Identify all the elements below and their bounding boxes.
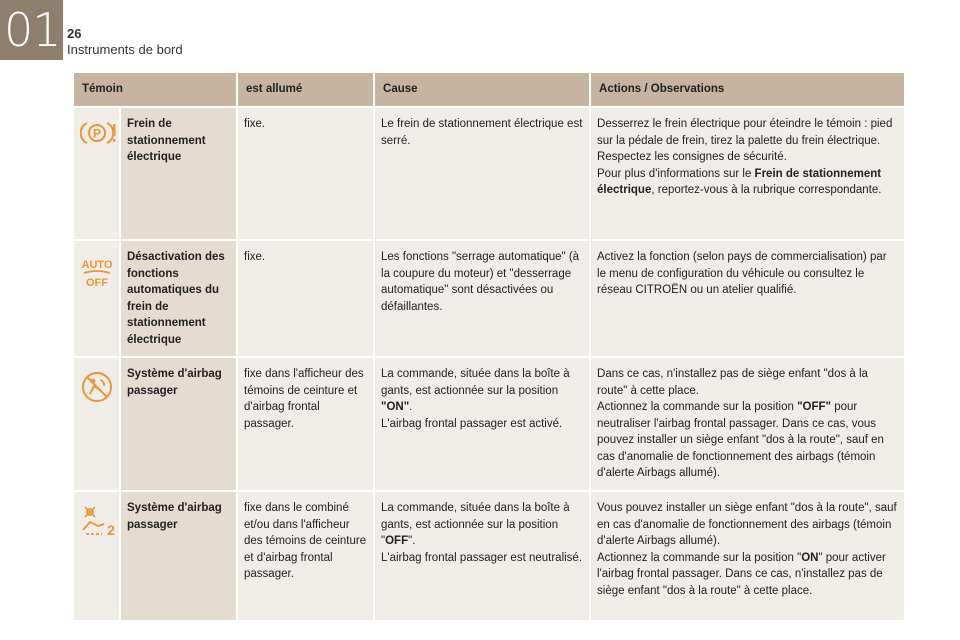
warning-name: Système d'airbag passager (121, 490, 238, 620)
warning-name: Désactivation des fonctions automatiques du frein de stationnement électrique (121, 239, 238, 356)
header-actions: Actions / Observations (591, 73, 904, 106)
svg-text:AUTO: AUTO (81, 259, 113, 271)
actions-text: Vous pouvez installer un siège enfant "dos à la route", sauf en cas d'anomalie de fonctionnement des airbags (témoin d'alerte Airbags allumé). Actionnez la commande sur la position "ON" pour activer l'airbag frontal passager. Dans ce cas, n'installez pas de siège enfant "dos à la route" à cette place. (591, 490, 904, 620)
table-header-row (74, 73, 904, 106)
svg-text:2: 2 (107, 522, 115, 538)
svg-text:P: P (92, 126, 102, 141)
page-number: 26 (67, 26, 82, 41)
warning-lights-table (74, 73, 904, 620)
auto-off-icon (80, 253, 114, 293)
svg-text:OFF: OFF (86, 277, 108, 289)
actions-text: Activez la fonction (selon pays de commercialisation) par le menu de configuration du véhicule ou consultez le réseau CITROËN ou un atelier qualifié. (591, 239, 904, 356)
passenger-airbag-off-icon (80, 370, 114, 404)
cause-text: La commande, située dans la boîte à gants, est actionnée sur la position "ON". L'airbag frontal passager est activé. (375, 356, 591, 490)
lit-state: fixe dans l'afficheur des témoins de ceinture et d'airbag frontal passager. (238, 356, 375, 490)
page-title: Instruments de bord (67, 42, 183, 57)
cause-text: Les fonctions "serrage automatique" (à la coupure du moteur) et "desserrage automatique" sont désactivées ou défaillantes. (375, 239, 591, 356)
warning-name: Système d'airbag passager (121, 356, 238, 490)
passenger-airbag-deactivated-icon (80, 504, 120, 538)
header-cause: Cause (375, 73, 591, 106)
actions-text: Desserrez le frein électrique pour éteindre le témoin : pied sur la pédale de frein, tirez la palette du frein électrique. Respectez les consignes de sécurité. Pour plus d'informations sur le Frein de stationnement électrique, reportez-vous à la rubrique correspondante. (591, 106, 904, 239)
warning-name: Frein de stationnement électrique (121, 106, 238, 239)
table-row (74, 106, 904, 239)
table-row (74, 356, 904, 490)
chapter-tab (0, 0, 63, 60)
icon-cell (74, 490, 121, 620)
icon-cell (74, 106, 121, 239)
header-temoin: Témoin (74, 73, 238, 106)
actions-text: Dans ce cas, n'installez pas de siège enfant "dos à la route" à cette place. Actionnez la commande sur la position "OFF" pour neutraliser l'airbag frontal passager. Dans ce cas, vous pouvez installer un siège enfant "dos à la route", sauf en cas d'anomalie de fonctionnement des airbags (témoin d'alerte Airbags allumé). (591, 356, 904, 490)
cause-text: La commande, située dans la boîte à gants, est actionnée sur la position "OFF". L'airbag frontal passager est neutralisé. (375, 490, 591, 620)
header-est-allume: est allumé (238, 73, 375, 106)
chapter-number: 01 (4, 3, 61, 57)
icon-cell (74, 239, 121, 356)
lit-state: fixe dans le combiné et/ou dans l'afficheur des témoins de ceinture et d'airbag frontal passager. (238, 490, 375, 620)
parking-brake-warning-icon (80, 120, 118, 146)
cause-text: Le frein de stationnement électrique est serré. (375, 106, 591, 239)
icon-cell (74, 356, 121, 490)
table-row (74, 490, 904, 620)
table-row (74, 239, 904, 356)
lit-state: fixe. (238, 106, 375, 239)
lit-state: fixe. (238, 239, 375, 356)
